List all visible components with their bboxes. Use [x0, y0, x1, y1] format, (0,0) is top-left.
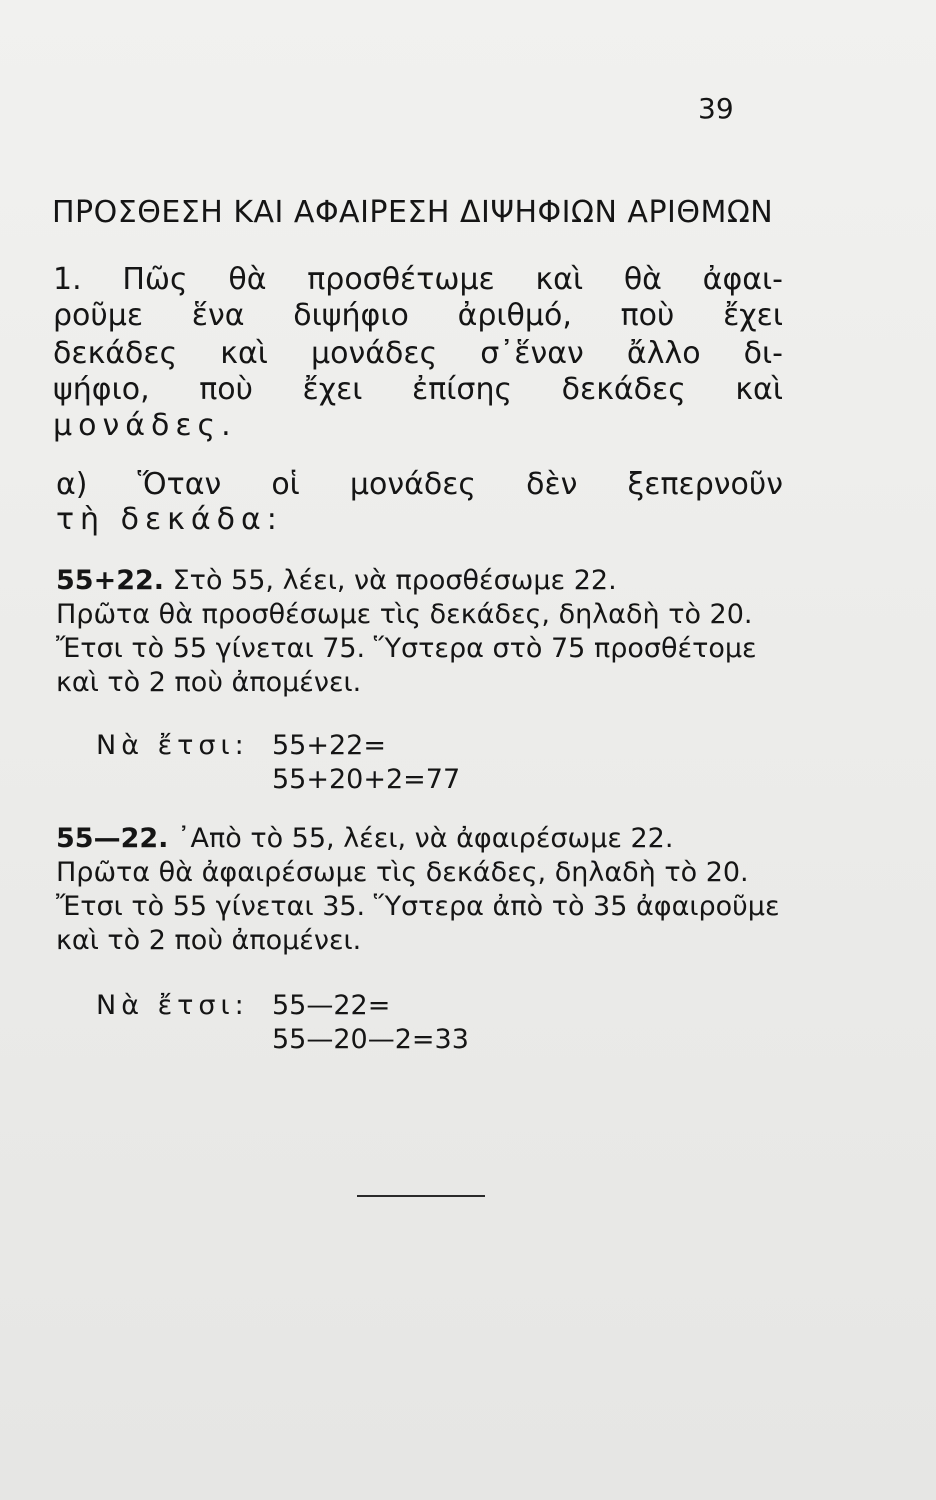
formula-label: Νὰ ἔτσι: — [96, 990, 249, 1021]
formula: 55+22= — [272, 730, 386, 761]
question-line: 1. Πῶς θὰ προσθέτωμε καὶ θὰ ἀφαι- — [53, 262, 783, 297]
example-line: καὶ τὸ 2 ποὺ ἀπομένει. — [56, 925, 362, 956]
question-line: ροῦμε ἕνα διψήφιο ἀριθμό, ποὺ ἔχει — [53, 298, 783, 333]
example-head: 55—22. — [56, 823, 169, 854]
page-number: 39 — [698, 92, 734, 125]
example-text: Στὸ 55, λέει, νὰ προσθέσωμε 22. — [172, 565, 617, 596]
formula: 55—22= — [272, 990, 391, 1021]
example-line: Ἔτσι τὸ 55 γίνεται 35. Ὕστερα ἀπὸ τὸ 35 ἀφαιροῦμε — [56, 891, 780, 922]
question-line: δεκάδες καὶ μονάδες σ᾽ἕναν ἄλλο δι- — [53, 336, 783, 371]
example-head: 55+22. — [56, 565, 165, 596]
formula-label: Νὰ ἔτσι: — [96, 730, 249, 761]
subsection-line: τὴ δεκάδα: — [56, 502, 283, 537]
example-text: ᾽Απὸ τὸ 55, λέει, νὰ ἀφαιρέσωμε 22. — [177, 823, 674, 854]
example-line: Ἔτσι τὸ 55 γίνεται 75. Ὕστερα στὸ 75 προσθέτομε — [56, 633, 757, 664]
subsection-line: α) Ὅταν οἱ μονάδες δὲν ξεπερνοῦν — [56, 467, 783, 502]
question-line: ψήφιο, ποὺ ἔχει ἐπίσης δεκάδες καὶ — [53, 372, 783, 407]
example-line: καὶ τὸ 2 ποὺ ἀπομένει. — [56, 667, 362, 698]
question-line: μονάδες. — [53, 408, 237, 443]
example-line: Πρῶτα θὰ προσθέσωμε τὶς δεκάδες, δηλαδὴ τὸ 20. — [56, 599, 753, 630]
formula: 55+20+2=77 — [272, 764, 461, 795]
section-divider — [357, 1195, 485, 1197]
example-line — [56, 565, 783, 596]
page-title: ΠΡΟΣΘΕΣΗ ΚΑΙ ΑΦΑΙΡΕΣΗ ΔΙΨΗΦΙΩΝ ΑΡΙΘΜΩΝ — [52, 195, 774, 230]
example-line: Πρῶτα θὰ ἀφαιρέσωμε τὶς δεκάδες, δηλαδὴ τὸ 20. — [56, 857, 749, 888]
formula: 55—20—2=33 — [272, 1024, 469, 1055]
example-line — [56, 823, 783, 854]
